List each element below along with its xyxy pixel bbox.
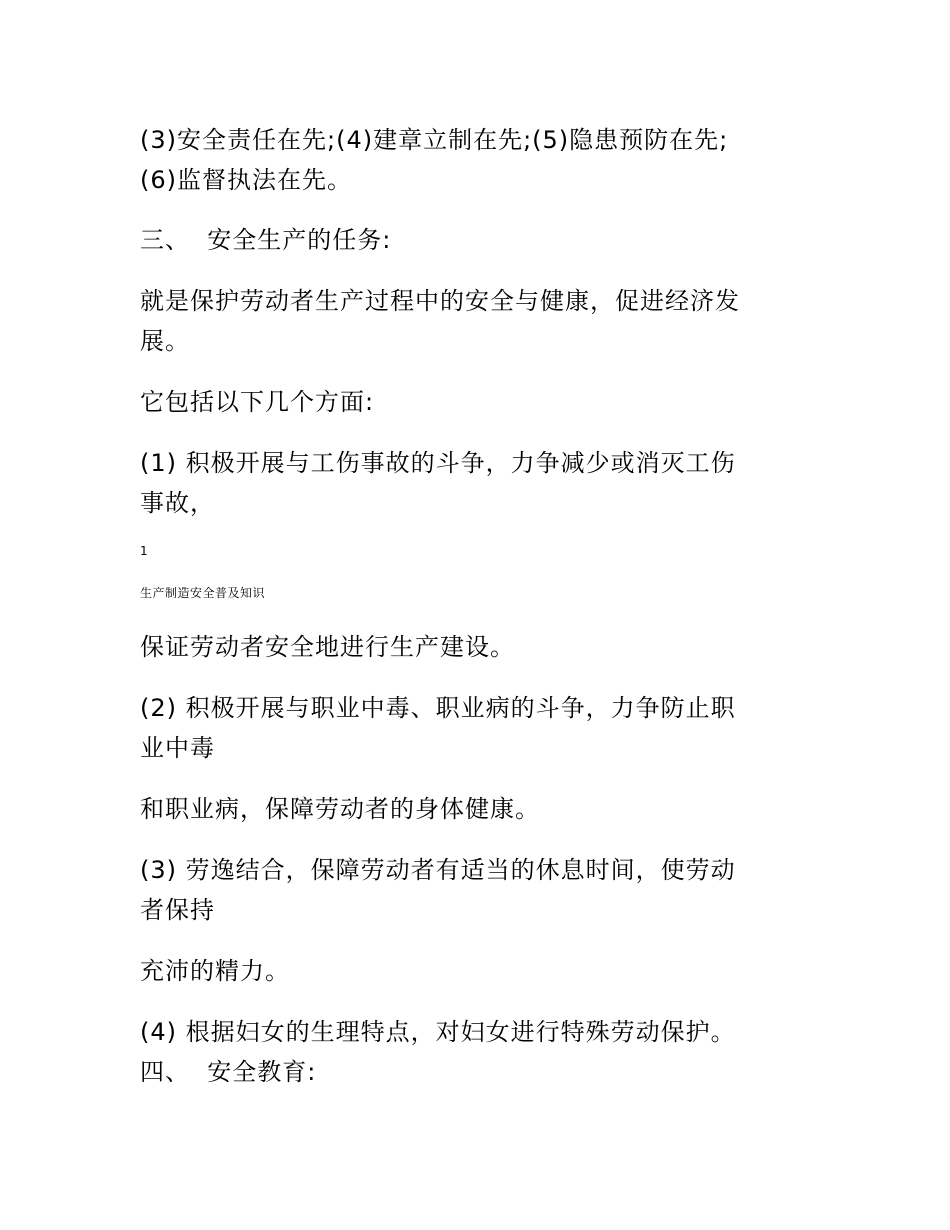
page-number: 1 [140, 544, 149, 558]
paragraph-continuation [140, 789, 820, 829]
text-line: 三、 安全生产的任务: [140, 226, 392, 254]
text-line: 充沛的精力。 [140, 957, 290, 985]
paragraph-aspects-intro [140, 382, 820, 422]
text-line: 它包括以下几个方面: [140, 388, 375, 416]
text-line: 事故， [140, 489, 215, 517]
text-line: (2) 积极开展与职业中毒、职业病的斗争，力争防止职 [140, 694, 736, 722]
text-line: 和职业病，保障劳动者的身体健康。 [140, 795, 540, 823]
text-line: 保证劳动者安全地进行生产建设。 [140, 633, 515, 661]
running-header: 生产制造安全普及知识 [140, 586, 266, 600]
text-line: 者保持 [140, 896, 215, 924]
list-item-1 [140, 443, 820, 523]
text-line: 业中毒 [140, 734, 215, 762]
text-line: (3) 劳逸结合，保障劳动者有适当的休息时间，使劳动 [140, 856, 736, 884]
paragraph-safety-principles [140, 120, 820, 200]
paragraph-task-definition [140, 281, 820, 361]
list-item-4 [140, 1012, 820, 1092]
text-line: (3)安全责任在先;(4)建章立制在先;(5)隐患预防在先; [140, 126, 729, 154]
text-line: (6)监督执法在先。 [140, 166, 352, 194]
section-heading-education: 四、 安全教育: [140, 1058, 317, 1086]
paragraph-continuation [140, 627, 820, 667]
list-item-2 [140, 688, 820, 768]
section-heading-tasks [140, 220, 820, 260]
text-line: 展。 [140, 327, 190, 355]
text-line: 就是保护劳动者生产过程中的安全与健康，促进经济发 [140, 287, 740, 315]
list-item-3 [140, 850, 820, 930]
paragraph-continuation [140, 951, 820, 991]
text-line: (1) 积极开展与工伤事故的斗争，力争减少或消灭工伤 [140, 449, 736, 477]
text-line: (4) 根据妇女的生理特点，对妇女进行特殊劳动保护。 [140, 1018, 736, 1046]
